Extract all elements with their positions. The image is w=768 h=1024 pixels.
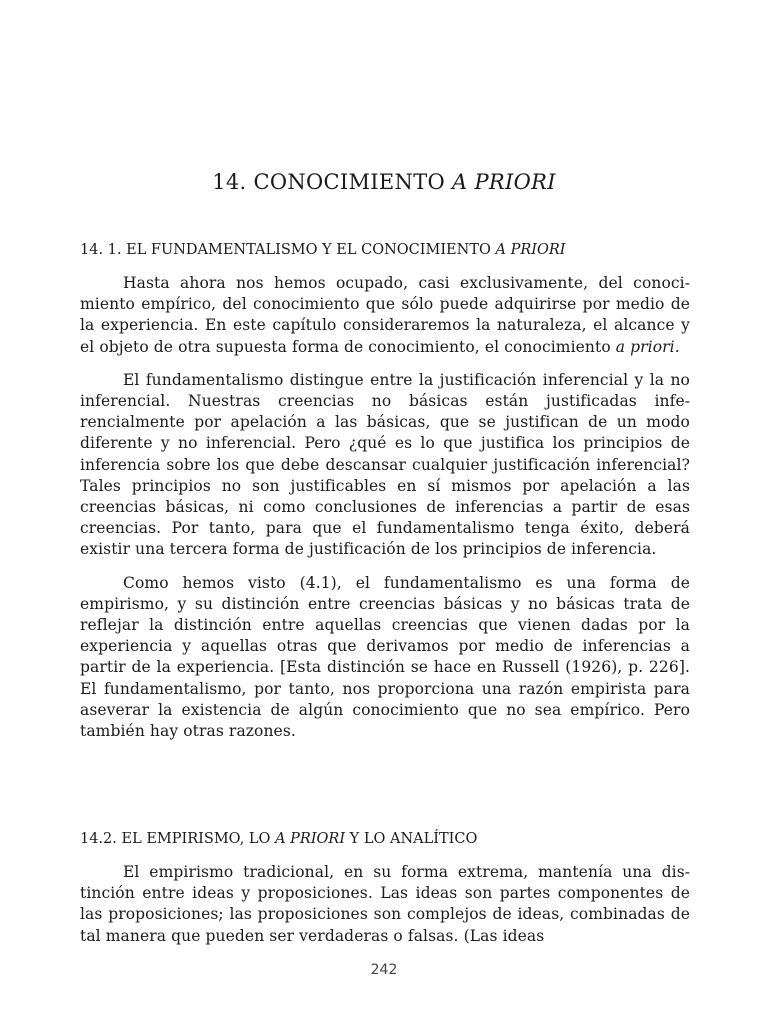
paragraph: El empirismo tradicional, en su forma extrema, mantenía una distinción entre ideas y proposiciones. Las ideas son partes componentes de las proposiciones; las proposiciones son complejos de ideas, combinadas de tal manera que pueden ser verdaderas o falsas. (Las ideas: [80, 863, 690, 945]
section-heading-italic: A PRIORI: [495, 242, 566, 258]
chapter-title-main: 14. CONOCIMIENTO: [212, 170, 452, 194]
section-empirismo: [80, 829, 690, 947]
paragraph: Como hemos visto (4.1), el fundamentalismo es una forma de empirismo, y su distinción entre creencias básicas y no básicas trata de reflejar la distinción entre aquellas creencias que vienen dadas por la experiencia y aquellas otras que derivamos por medio de inferencias a partir de la experiencia. [Esta distinción se hace en Russell (1926), p. 226]. El fundamentalismo, por tanto, nos proporciona una razón empirista para aseverar la existencia de algún conocimiento que no sea empírico. Pero también hay otras razones.: [80, 573, 690, 741]
paragraph: [80, 273, 690, 358]
paragraph-italic: a priori.: [615, 337, 680, 356]
section-fundamentalismo: [80, 240, 690, 742]
page-number: 242: [370, 962, 398, 978]
chapter-title-italic: A PRIORI: [452, 170, 556, 194]
section-heading: [80, 829, 690, 850]
section-heading-main: 14. 1. EL FUNDAMENTALISMO Y EL CONOCIMIENTO: [80, 242, 496, 258]
section-heading-italic: A PRIORI: [275, 831, 346, 847]
section-heading: [80, 240, 690, 261]
paragraph: El fundamentalismo distingue entre la justificación inferencial y la no inferencial. Nuestras creencias no básicas están justificadas inferencialmente por apelación a las básicas, que se justifican de un modo diferente y no inferencial. Pero ¿qué es lo que justifica los principios de inferencia sobre los que debe descansar cualquier justificación inferencial? Tales principios no son justificables en sí mismos por apelación a las creencias básicas, ni como conclusiones de inferencias a partir de esas creencias. Por tanto, para que el fundamentalismo tenga éxito, deberá existir una tercera forma de justificación de los principios de inferencia.: [80, 370, 690, 559]
section-heading-main: 14.2. EL EMPIRISMO, LO: [80, 831, 276, 847]
section-heading-end: Y LO ANALÍTICO: [345, 831, 478, 847]
chapter-title: [0, 170, 768, 194]
paragraph-text: Hasta ahora nos hemos ocupado, casi exclusivamente, del conocimiento empírico, del conocimiento que sólo puede adquirirse por medio de la experiencia. En este capítulo consideraremos la naturaleza, el alcance y el objeto de otra supuesta forma de conocimiento, el conocimiento: [80, 274, 690, 356]
